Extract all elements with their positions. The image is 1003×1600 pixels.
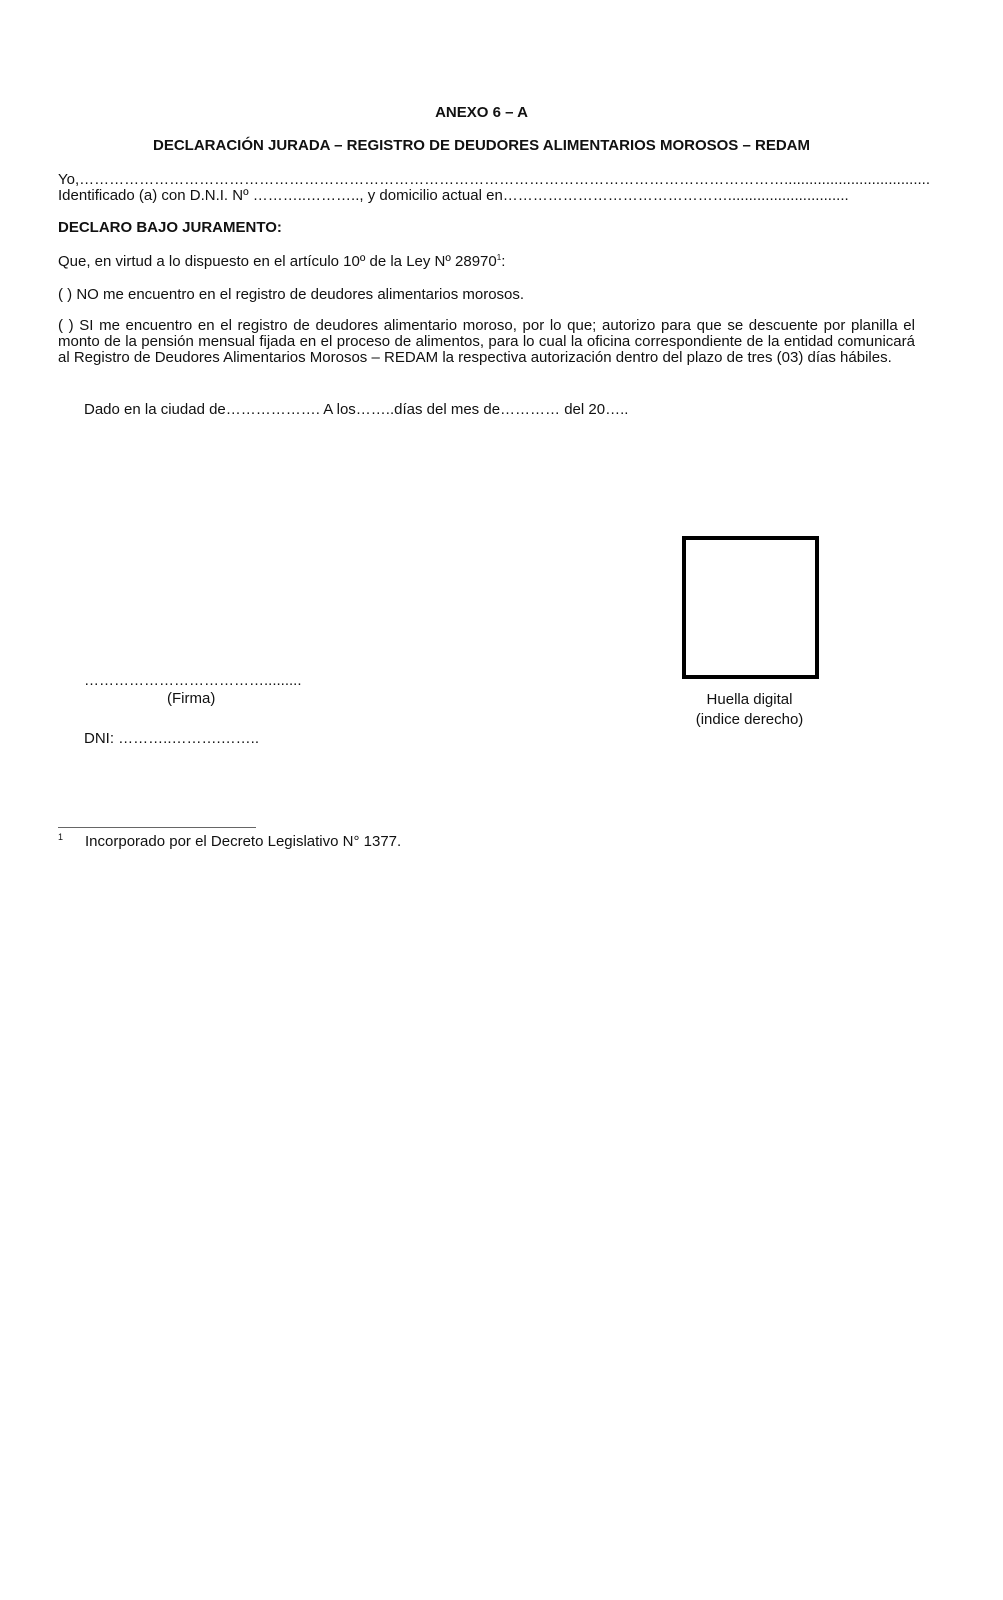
place-date-line: Dado en la ciudad de………………. A los……..días del mes de………… del 20…..: [84, 401, 629, 418]
dni-address-field-line: Identificado (a) con D.N.I. Nº ………..……….., y domicilio actual en……………………………………….............................: [58, 187, 849, 204]
annex-title: ANEXO 6 – A: [435, 104, 528, 121]
fingerprint-label-line1: Huella digital: [706, 691, 793, 708]
signature-line: ……………………………….........: [84, 672, 302, 689]
fingerprint-label: [683, 690, 816, 730]
fingerprint-box: [682, 536, 819, 679]
signer-dni-line: DNI: ………..……….……..: [84, 730, 260, 747]
legal-basis-text: Que, en virtud a lo dispuesto en el artículo 10º de la Ley Nº 28970: [58, 253, 497, 270]
option-not-registered: ( ) NO me encuentro en el registro de deudores alimentarios morosos.: [58, 286, 525, 303]
legal-basis-paragraph: [58, 253, 505, 270]
fingerprint-label-line2: (indice derecho): [695, 711, 804, 728]
footnote-text: Incorporado por el Decreto Legislativo N° 1377.: [85, 833, 402, 850]
declaration-heading: DECLARO BAJO JURAMENTO:: [58, 219, 282, 236]
option-registered-paragraph: ( ) SI me encuentro en el registro de deudores alimentario moroso, por lo que; autorizo para que se descuente por planilla el monto de la pensión mensual fijada en el proceso de alimentos, para lo cual la oficina correspondiente de la entidad comunicará al Registro de Deudores Alimentarios Morosos – REDAM la respectiva autorización dentro del plazo de tres (03) días hábiles.: [58, 317, 915, 366]
footnote-number: 1: [58, 832, 64, 842]
name-field-line: Yo,……………………………………………………………………………………………………………………………...................................: [58, 171, 930, 188]
signature-label: (Firma): [167, 690, 216, 707]
document-title: DECLARACIÓN JURADA – REGISTRO DE DEUDORES ALIMENTARIOS MOROSOS – REDAM: [153, 137, 810, 154]
legal-basis-colon: :: [501, 253, 506, 270]
footnote-reference: 1: [496, 253, 502, 262]
footnote-divider: [58, 827, 256, 828]
